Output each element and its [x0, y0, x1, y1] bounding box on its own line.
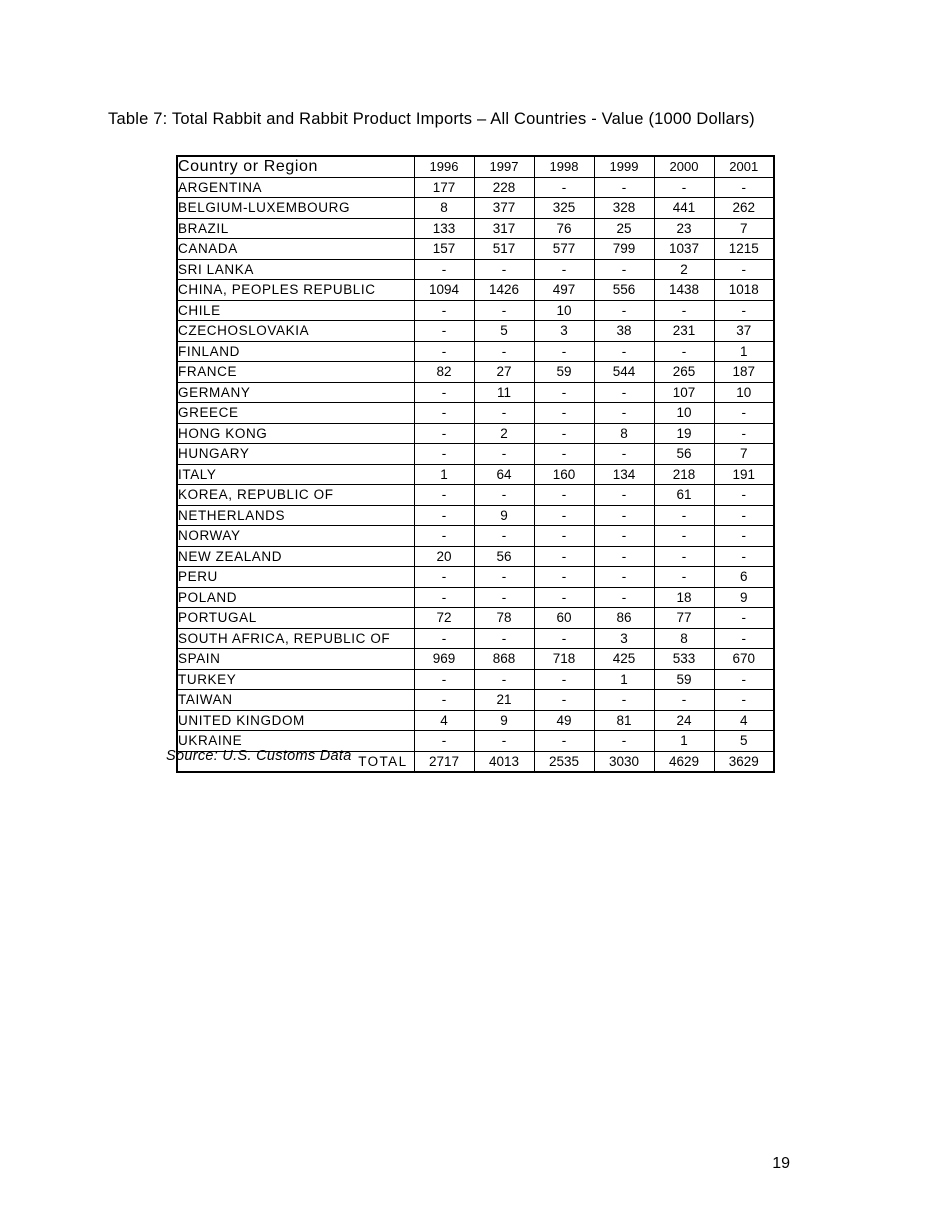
row-value: - [414, 444, 474, 465]
row-country: CHILE [177, 300, 414, 321]
row-value: - [654, 526, 714, 547]
row-value: - [594, 690, 654, 711]
row-country: PERU [177, 567, 414, 588]
row-value: - [534, 177, 594, 198]
row-value: 1094 [414, 280, 474, 301]
column-header-1999: 1999 [594, 156, 654, 177]
table-row [177, 587, 774, 608]
row-value: 1 [714, 341, 774, 362]
row-value: 5 [714, 731, 774, 752]
row-value: 133 [414, 218, 474, 239]
total-value: 3030 [594, 751, 654, 772]
row-value: - [714, 485, 774, 506]
row-value: - [654, 505, 714, 526]
row-value: 81 [594, 710, 654, 731]
row-value: 218 [654, 464, 714, 485]
table-row [177, 710, 774, 731]
total-value: 2717 [414, 751, 474, 772]
row-value: - [534, 485, 594, 506]
table-row [177, 444, 774, 465]
row-value: - [474, 485, 534, 506]
row-value: - [594, 731, 654, 752]
source-note: Source: U.S. Customs Data [166, 748, 352, 764]
table-row [177, 546, 774, 567]
row-value: - [474, 259, 534, 280]
row-value: 1018 [714, 280, 774, 301]
row-value: - [714, 403, 774, 424]
row-value: 191 [714, 464, 774, 485]
row-value: 2 [654, 259, 714, 280]
row-value: - [714, 669, 774, 690]
row-value: - [594, 567, 654, 588]
column-header-2000: 2000 [654, 156, 714, 177]
row-value: 799 [594, 239, 654, 260]
row-value: - [714, 628, 774, 649]
row-value: - [414, 628, 474, 649]
table-row [177, 362, 774, 383]
row-value: - [414, 321, 474, 342]
total-value: 3629 [714, 751, 774, 772]
row-value: 76 [534, 218, 594, 239]
row-value: 1426 [474, 280, 534, 301]
row-value: 8 [594, 423, 654, 444]
total-label: TOTAL [177, 751, 414, 772]
row-value: 670 [714, 649, 774, 670]
row-value: - [414, 259, 474, 280]
row-value: 59 [654, 669, 714, 690]
row-country: UKRAINE [177, 731, 414, 752]
row-value: - [534, 505, 594, 526]
row-value: - [474, 587, 534, 608]
row-value: 27 [474, 362, 534, 383]
row-value: 20 [414, 546, 474, 567]
row-value: - [474, 567, 534, 588]
table-caption: Table 7: Total Rabbit and Rabbit Product Imports – All Countries - Value (1000 Dollars) [108, 110, 755, 128]
table-row [177, 485, 774, 506]
row-value: - [414, 505, 474, 526]
table-row [177, 218, 774, 239]
row-country: ITALY [177, 464, 414, 485]
row-value: 325 [534, 198, 594, 219]
row-value: - [594, 526, 654, 547]
table-row [177, 464, 774, 485]
row-value: - [534, 444, 594, 465]
row-value: - [414, 669, 474, 690]
row-value: 377 [474, 198, 534, 219]
row-value: - [594, 485, 654, 506]
row-value: 1438 [654, 280, 714, 301]
row-value: - [414, 567, 474, 588]
row-value: 8 [414, 198, 474, 219]
row-value: 38 [594, 321, 654, 342]
row-value: 228 [474, 177, 534, 198]
row-value: - [534, 259, 594, 280]
row-country: BRAZIL [177, 218, 414, 239]
row-value: - [714, 259, 774, 280]
row-country: NETHERLANDS [177, 505, 414, 526]
row-value: - [654, 300, 714, 321]
row-value: 10 [534, 300, 594, 321]
row-value: - [714, 300, 774, 321]
row-value: - [474, 341, 534, 362]
row-value: 9 [714, 587, 774, 608]
row-value: - [534, 731, 594, 752]
row-country: PORTUGAL [177, 608, 414, 629]
row-value: 72 [414, 608, 474, 629]
row-value: - [594, 177, 654, 198]
table-row [177, 505, 774, 526]
row-country: NORWAY [177, 526, 414, 547]
row-value: 24 [654, 710, 714, 731]
row-value: 1 [594, 669, 654, 690]
row-value: - [534, 526, 594, 547]
row-value: 969 [414, 649, 474, 670]
row-value: - [654, 690, 714, 711]
column-header-1997: 1997 [474, 156, 534, 177]
row-value: - [474, 444, 534, 465]
row-value: 4 [714, 710, 774, 731]
row-value: 533 [654, 649, 714, 670]
row-value: - [714, 526, 774, 547]
row-value: 517 [474, 239, 534, 260]
table-body [177, 177, 774, 772]
column-header-1998: 1998 [534, 156, 594, 177]
row-value: 317 [474, 218, 534, 239]
row-value: 49 [534, 710, 594, 731]
row-value: 7 [714, 218, 774, 239]
row-value: 37 [714, 321, 774, 342]
table-row [177, 628, 774, 649]
row-value: 718 [534, 649, 594, 670]
total-value: 4013 [474, 751, 534, 772]
row-value: 231 [654, 321, 714, 342]
row-value: - [594, 403, 654, 424]
table-row [177, 649, 774, 670]
table-row [177, 567, 774, 588]
row-value: - [414, 485, 474, 506]
row-value: - [474, 526, 534, 547]
row-value: - [594, 382, 654, 403]
row-value: - [714, 690, 774, 711]
row-value: 56 [474, 546, 534, 567]
row-value: 18 [654, 587, 714, 608]
total-value: 2535 [534, 751, 594, 772]
row-value: - [474, 731, 534, 752]
row-value: - [534, 669, 594, 690]
row-value: 1037 [654, 239, 714, 260]
row-value: 157 [414, 239, 474, 260]
row-country: FINLAND [177, 341, 414, 362]
table-row [177, 321, 774, 342]
row-value: - [414, 300, 474, 321]
row-value: 60 [534, 608, 594, 629]
row-value: 10 [714, 382, 774, 403]
row-value: - [714, 608, 774, 629]
row-value: 9 [474, 505, 534, 526]
page-number: 19 [772, 1155, 790, 1172]
row-value: - [414, 731, 474, 752]
row-country: SPAIN [177, 649, 414, 670]
row-value: - [534, 403, 594, 424]
row-country: BELGIUM-LUXEMBOURG [177, 198, 414, 219]
row-value: 19 [654, 423, 714, 444]
row-value: 265 [654, 362, 714, 383]
table-row [177, 403, 774, 424]
row-value: - [534, 690, 594, 711]
row-value: - [654, 546, 714, 567]
row-value: 177 [414, 177, 474, 198]
row-value: 8 [654, 628, 714, 649]
row-value: 7 [714, 444, 774, 465]
table-row [177, 300, 774, 321]
row-value: - [414, 382, 474, 403]
row-value: 59 [534, 362, 594, 383]
row-country: UNITED KINGDOM [177, 710, 414, 731]
row-value: - [534, 423, 594, 444]
row-value: - [534, 567, 594, 588]
column-header-2001: 2001 [714, 156, 774, 177]
row-value: 3 [594, 628, 654, 649]
row-country: SRI LANKA [177, 259, 414, 280]
row-value: 2 [474, 423, 534, 444]
row-value: - [534, 341, 594, 362]
row-value: - [594, 341, 654, 362]
table-row [177, 259, 774, 280]
row-value: 25 [594, 218, 654, 239]
imports-table-container [176, 155, 773, 773]
row-value: - [654, 567, 714, 588]
table-row [177, 669, 774, 690]
row-value: 1215 [714, 239, 774, 260]
row-value: 5 [474, 321, 534, 342]
row-value: - [474, 403, 534, 424]
column-header-country: Country or Region [177, 156, 414, 177]
row-value: 1 [414, 464, 474, 485]
row-country: CANADA [177, 239, 414, 260]
row-value: 556 [594, 280, 654, 301]
row-value: 77 [654, 608, 714, 629]
row-value: 1 [654, 731, 714, 752]
table-row [177, 177, 774, 198]
row-value: - [414, 526, 474, 547]
row-country: NEW ZEALAND [177, 546, 414, 567]
row-value: 86 [594, 608, 654, 629]
row-country: ARGENTINA [177, 177, 414, 198]
row-value: 78 [474, 608, 534, 629]
row-value: - [714, 423, 774, 444]
row-value: 61 [654, 485, 714, 506]
row-value: 544 [594, 362, 654, 383]
total-value: 4629 [654, 751, 714, 772]
table-row [177, 198, 774, 219]
row-value: - [414, 423, 474, 444]
row-value: - [654, 177, 714, 198]
row-country: HONG KONG [177, 423, 414, 444]
table-header [177, 156, 774, 177]
row-country: TURKEY [177, 669, 414, 690]
row-value: 134 [594, 464, 654, 485]
row-value: 10 [654, 403, 714, 424]
row-value: 64 [474, 464, 534, 485]
row-country: FRANCE [177, 362, 414, 383]
row-value: - [654, 341, 714, 362]
row-country: GERMANY [177, 382, 414, 403]
row-value: 328 [594, 198, 654, 219]
row-country: TAIWAN [177, 690, 414, 711]
imports-table [176, 155, 775, 773]
row-value: 577 [534, 239, 594, 260]
row-value: - [714, 505, 774, 526]
row-value: 4 [414, 710, 474, 731]
row-value: 6 [714, 567, 774, 588]
row-value: - [594, 587, 654, 608]
table-row [177, 280, 774, 301]
table-row [177, 239, 774, 260]
table-row [177, 382, 774, 403]
column-header-1996: 1996 [414, 156, 474, 177]
row-value: - [534, 587, 594, 608]
row-value: 441 [654, 198, 714, 219]
row-value: - [714, 177, 774, 198]
row-value: 3 [534, 321, 594, 342]
row-value: - [594, 505, 654, 526]
row-value: - [474, 669, 534, 690]
row-value: - [594, 444, 654, 465]
row-value: - [414, 403, 474, 424]
row-value: - [594, 259, 654, 280]
row-value: - [594, 300, 654, 321]
row-value: 425 [594, 649, 654, 670]
row-value: 23 [654, 218, 714, 239]
row-value: - [414, 587, 474, 608]
row-value: 187 [714, 362, 774, 383]
table-row [177, 526, 774, 547]
row-value: - [534, 546, 594, 567]
table-row [177, 608, 774, 629]
row-country: KOREA, REPUBLIC OF [177, 485, 414, 506]
row-value: 82 [414, 362, 474, 383]
row-country: HUNGARY [177, 444, 414, 465]
row-value: 56 [654, 444, 714, 465]
row-value: - [714, 546, 774, 567]
row-value: 868 [474, 649, 534, 670]
row-value: 497 [534, 280, 594, 301]
table-row [177, 423, 774, 444]
row-value: - [474, 300, 534, 321]
row-country: SOUTH AFRICA, REPUBLIC OF [177, 628, 414, 649]
header-row [177, 156, 774, 177]
table-row [177, 690, 774, 711]
row-value: - [534, 628, 594, 649]
row-value: - [414, 341, 474, 362]
row-country: GREECE [177, 403, 414, 424]
row-value: - [594, 546, 654, 567]
row-value: - [414, 690, 474, 711]
row-country: CZECHOSLOVAKIA [177, 321, 414, 342]
row-value: - [474, 628, 534, 649]
row-value: - [534, 382, 594, 403]
row-country: CHINA, PEOPLES REPUBLIC [177, 280, 414, 301]
row-value: 11 [474, 382, 534, 403]
row-value: 160 [534, 464, 594, 485]
row-value: 262 [714, 198, 774, 219]
table-row [177, 341, 774, 362]
row-value: 9 [474, 710, 534, 731]
row-value: 107 [654, 382, 714, 403]
row-value: 21 [474, 690, 534, 711]
row-country: POLAND [177, 587, 414, 608]
